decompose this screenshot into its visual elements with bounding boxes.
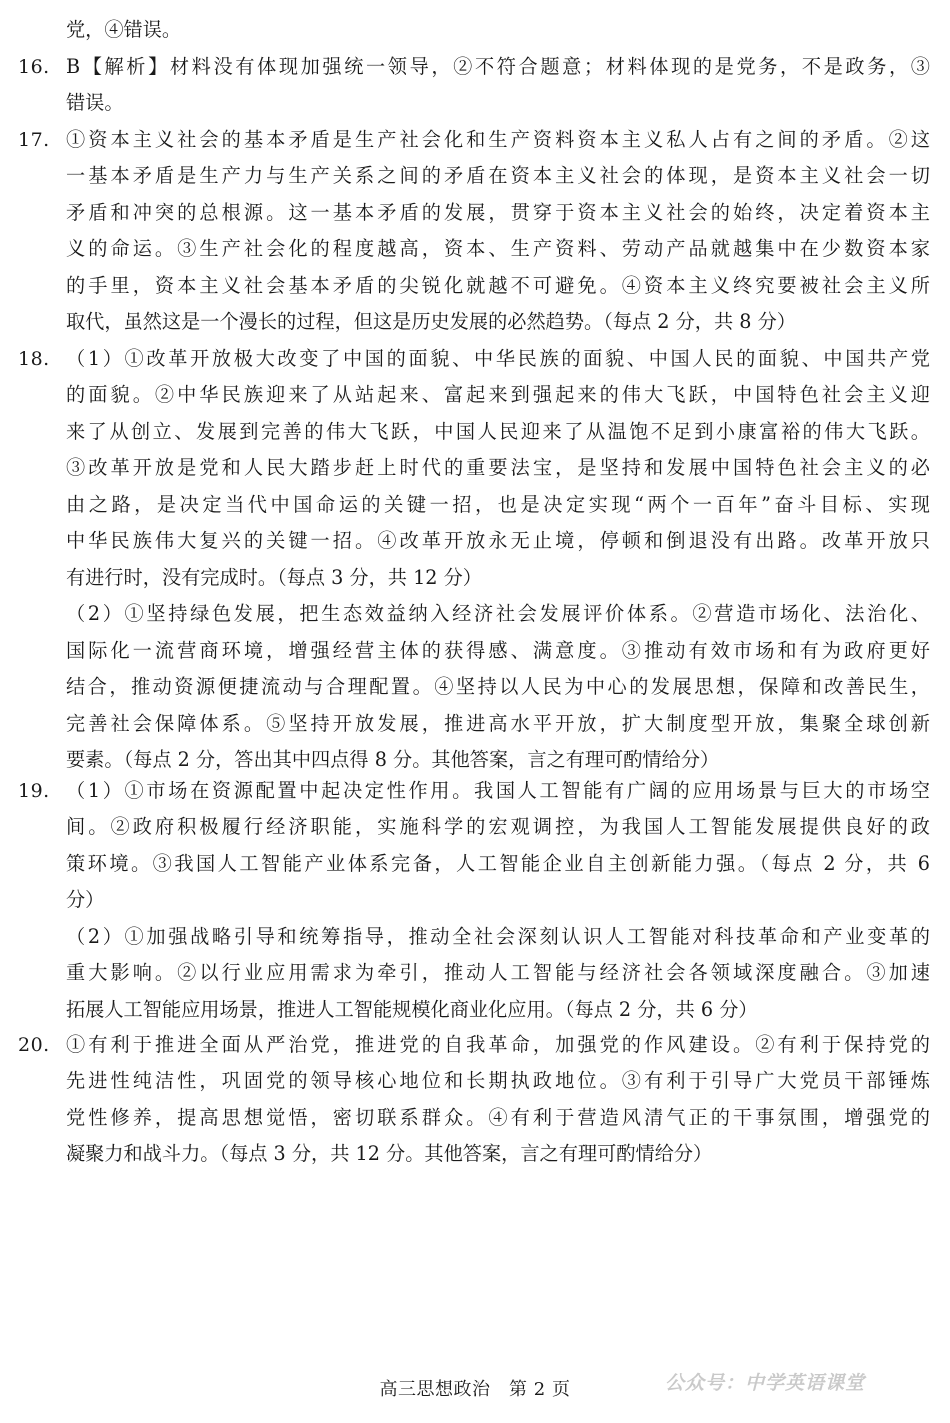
- text-line: 的面貌。②中华民族迎来了从站起来、富起来到强起来的伟大飞跃，中国特色社会主义迎: [66, 383, 930, 406]
- text-line: 国际化一流营商环境，增强经营主体的获得感、满意度。③推动有效市场和有为政府更好: [66, 638, 930, 662]
- text-line: 完善社会保障体系。⑤坚持开放发展，推进高水平开放，扩大制度型开放，集聚全球创新: [66, 711, 930, 735]
- text-line: 要素。（每点 2 分，答出其中四点得 8 分。其他答案，言之有理可酌情给分）: [66, 748, 720, 771]
- text-line: 重大影响。②以行业应用需求为牵引，推动人工智能与经济社会各领域深度融合。③加速: [66, 961, 930, 984]
- page-footer: 高三思想政治 第 2 页: [379, 1379, 571, 1400]
- text-line: （2）①加强战略引导和统筹指导，推动全社会深刻认识人工智能对科技革命和产业变革的: [66, 924, 930, 948]
- text-line: （1）①市场在资源配置中起决定性作用。我国人工智能有广阔的应用场景与巨大的市场空: [66, 778, 930, 802]
- text-line: 由之路，是决定当代中国命运的关键一招，也是决定实现“两个一百年”奋斗目标、实现: [66, 492, 930, 516]
- text-line: 取代，虽然这是一个漫长的过程，但这是历史发展的必然趋势。（每点 2 分，共 8 分）: [66, 310, 796, 333]
- text-line: 党性修养，提高思想觉悟，密切联系群众。④有利于营造风清气正的干事氛围，增强党的: [66, 1105, 930, 1129]
- text-line: ①有利于推进全面从严治党，推进党的自我革命，加强党的作风建设。②有利于保持党的: [66, 1032, 930, 1056]
- text-line: 凝聚力和战斗力。（每点 3 分，共 12 分。其他答案，言之有理可酌情给分）: [66, 1142, 713, 1165]
- text-line: ①资本主义社会的基本矛盾是生产社会化和生产资料资本主义私人占有之间的矛盾。②这: [66, 127, 930, 151]
- text-line: 拓展人工智能应用场景，推进人工智能规模化商业化应用。（每点 2 分，共 6 分）: [66, 997, 758, 1021]
- text-line: 有进行时，没有完成时。（每点 3 分，共 12 分）: [66, 565, 482, 589]
- text-line: 先进性纯洁性，巩固党的领导核心地位和长期执政地位。③有利于引导广大党员干部锤炼: [66, 1069, 930, 1092]
- question-20: [18, 1027, 930, 1173]
- question-16: [18, 49, 930, 122]
- question-19: [18, 773, 930, 1029]
- continuation-block: [18, 12, 930, 49]
- text-line: 的手里，资本主义社会基本矛盾的尖锐化就越不可避免。④资本主义终究要被社会主义所: [66, 273, 930, 297]
- watermark: 公众号：中学英语课堂: [665, 1372, 866, 1394]
- text-line: 矛盾和冲突的总根源。这一基本矛盾的发展，贯穿于资本主义社会的始终，决定着资本主: [66, 200, 930, 224]
- question-number: 18.: [18, 347, 50, 370]
- question-number: 16.: [18, 55, 50, 78]
- text-line: （1）①改革开放极大改变了中国的面貌、中华民族的面貌、中国人民的面貌、中国共产党: [66, 346, 930, 370]
- continuation-line: 党，④错误。: [66, 18, 182, 41]
- text-line: 义的命运。③生产社会化的程度越高，资本、生产资料、劳动产品就越集中在少数资本家: [66, 237, 930, 260]
- text-line: B【解析】材料没有体现加强统一领导，②不符合题意；材料体现的是党务，不是政务，③: [66, 54, 930, 78]
- text-line: 错误。: [66, 91, 124, 114]
- question-number: 20.: [18, 1033, 50, 1056]
- text-line: 来了从创立、发展到完善的伟大飞跃，中国人民迎来了从温饱不足到小康富裕的伟大飞跃。: [66, 419, 930, 443]
- text-line: 中华民族伟大复兴的关键一招。④改革开放永无止境，停顿和倒退没有出路。改革开放只: [66, 529, 930, 552]
- question-number: 17.: [18, 128, 50, 151]
- question-number: 19.: [18, 779, 50, 802]
- text-line: （2）①坚持绿色发展，把生态效益纳入经济社会发展评价体系。②营造市场化、法治化、: [66, 602, 930, 625]
- question-17: [18, 122, 930, 341]
- text-line: 策环境。③我国人工智能产业体系完备，人工智能企业自主创新能力强。（每点 2 分，共 6: [66, 851, 930, 875]
- text-line: 结合，推动资源便捷流动与合理配置。④坚持以人民为中心的发展思想，保障和改善民生，: [66, 675, 930, 698]
- text-line: ③改革开放是党和人民大踏步赶上时代的重要法宝，是坚持和发展中国特色社会主义的必: [66, 456, 930, 479]
- question-18: [18, 341, 930, 779]
- text-line: 分）: [66, 888, 105, 911]
- text-line: 一基本矛盾是生产力与生产关系之间的矛盾在资本主义社会的体现，是资本主义社会一切: [66, 164, 930, 187]
- text-line: 间。②政府积极履行经济职能，实施科学的宏观调控，为我国人工智能发展提供良好的政: [66, 815, 930, 838]
